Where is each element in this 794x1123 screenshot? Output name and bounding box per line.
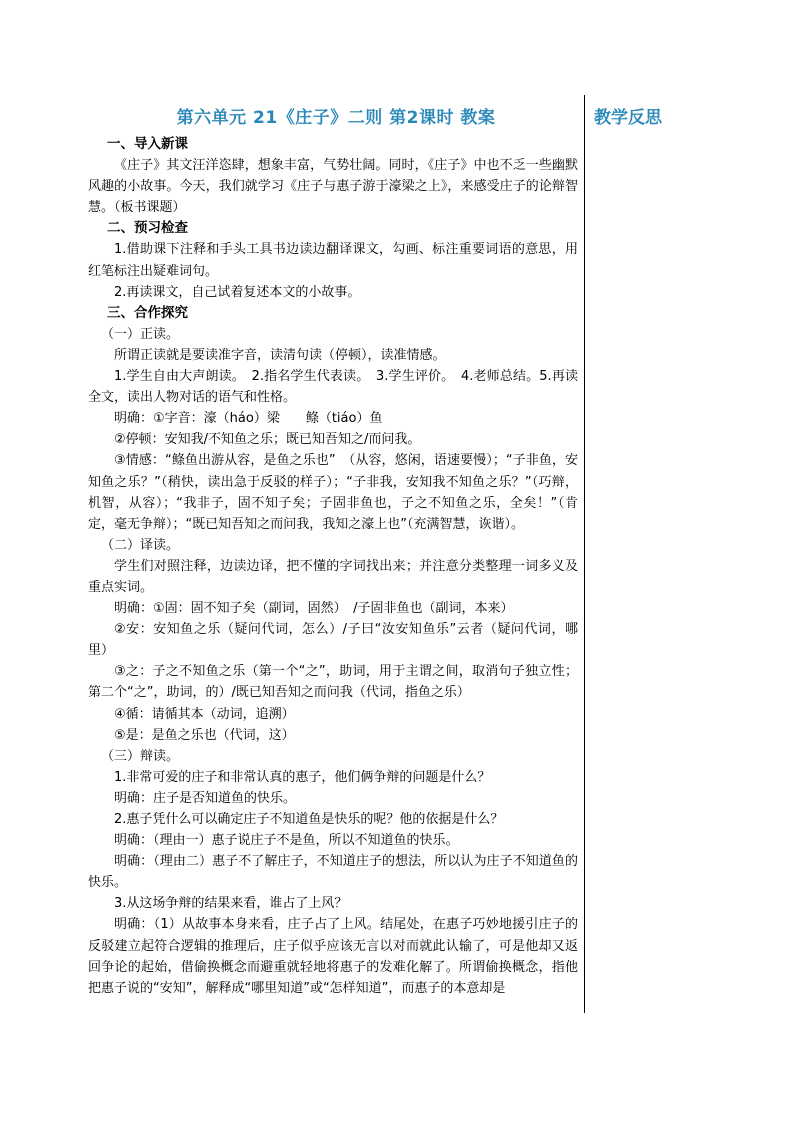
paragraph: ④循：请循其本（动词，追溯） <box>114 706 295 722</box>
paragraph: ②安：安知鱼之乐（疑问代词，怎么）/子曰“汝安知鱼乐”云者（疑问代词，哪里） <box>88 622 578 659</box>
subsection-heading: （一）正读。 <box>101 326 180 342</box>
paragraph: 明确：①固：固不知子矣（副词，固然） /子固非鱼也（副词，本来） <box>114 601 514 617</box>
paragraph: ③情感：“鲦鱼出游从容，是鱼之乐也” （从容，悠闲，语速要慢）；“子非鱼，安知鱼之乐？”（稍快，读出急于反驳的样子）；“子非我，安知我不知鱼之乐？”（巧辩，机智，从容）；“我非子，固不知子矣；子固非鱼也，子之不知鱼之乐，全矣！”（肯定，毫无争辩）；“既已知吾知之而问我，我知之濠上也”（充满智慧，诙谐）。 <box>88 453 579 532</box>
paragraph: 明确：庄子是否知道鱼的快乐。 <box>114 790 297 806</box>
paragraph: 明确：（理由二）惠子不了解庄子，不知道庄子的想法，所以认为庄子不知道鱼的快乐。 <box>88 854 578 891</box>
paragraph: 1.学生自由大声朗读。 2.指名学生代表读。 3.学生评价。 4.老师总结。5.再读全文，读出人物对话的语气和性格。 <box>88 369 578 406</box>
paragraph: 1.借助课下注释和手头工具书边读边翻译课文，勾画、标注重要词语的意思，用红笔标注出疑难词句。 <box>88 242 578 279</box>
paragraph: 明确：（1）从故事本身来看，庄子占了上风。结尾处，在惠子巧妙地援引庄子的反驳建立起符合逻辑的推理后，庄子似乎应该无言以对而就此认输了，可是他却又返回争论的起始，借偷换概念而避重就轻地将惠子的发难化解了。所谓偷换概念，指他把惠子说的“安知”，解释成“哪里知道”或“怎样知道”，而惠子的本意却是 <box>88 917 578 996</box>
paragraph: ②停顿：安知我/不知鱼之乐；既已知吾知之/而问我。 <box>114 432 421 448</box>
subsection-heading: （二）译读。 <box>101 537 180 553</box>
section-heading-preview: 二、预习检查 <box>107 220 188 237</box>
section-heading-explore: 三、合作探究 <box>107 304 188 321</box>
paragraph: 所谓正读就是要读准字音，读清句读（停顿），读准情感。 <box>114 347 446 363</box>
paragraph: 学生们对照注释，边读边译，把不懂的字词找出来；并注意分类整理一词多义及重点实词。 <box>88 558 578 595</box>
paragraph: 《庄子》其文汪洋恣肆，想象丰富，气势壮阔。同时，《庄子》中也不乏一些幽默风趣的小故事。今天，我们就学习《庄子与惠子游于濠梁之上》，来感受庄子的论辩智慧。（板书课题） <box>88 158 578 216</box>
paragraph: 2.再读课文，自己试着复述本文的小故事。 <box>114 284 361 300</box>
paragraph: ⑤是：是鱼之乐也（代词，这） <box>114 727 295 743</box>
paragraph: 3.从这场争辩的结果来看，谁占了上风？ <box>114 896 348 912</box>
reflection-column-label: 教学反思 <box>594 108 662 128</box>
paragraph: 明确：①字音：濠（háo）梁 鲦（tiáo）鱼 <box>114 411 383 427</box>
paragraph: 明确：（理由一）惠子说庄子不是鱼，所以不知道鱼的快乐。 <box>114 833 459 849</box>
page-title: 第六单元 21《庄子》二则 第2课时 教案 <box>176 108 496 128</box>
paragraph: 1.非常可爱的庄子和非常认真的惠子，他们俩争辩的问题是什么？ <box>114 769 491 785</box>
column-divider <box>584 95 585 1013</box>
paragraph: ③之：子之不知鱼之乐（第一个“之”，助词，用于主谓之间，取消句子独立性；第二个“之”，助词，的）/既已知吾知之而问我（代词，指鱼之乐） <box>88 664 578 701</box>
subsection-heading: （三）辩读。 <box>101 748 180 764</box>
paragraph: 2.惠子凭什么可以确定庄子不知道鱼是快乐的呢？他的依据是什么？ <box>114 812 504 827</box>
section-heading-intro: 一、导入新课 <box>107 136 188 152</box>
lesson-content <box>88 134 578 999</box>
